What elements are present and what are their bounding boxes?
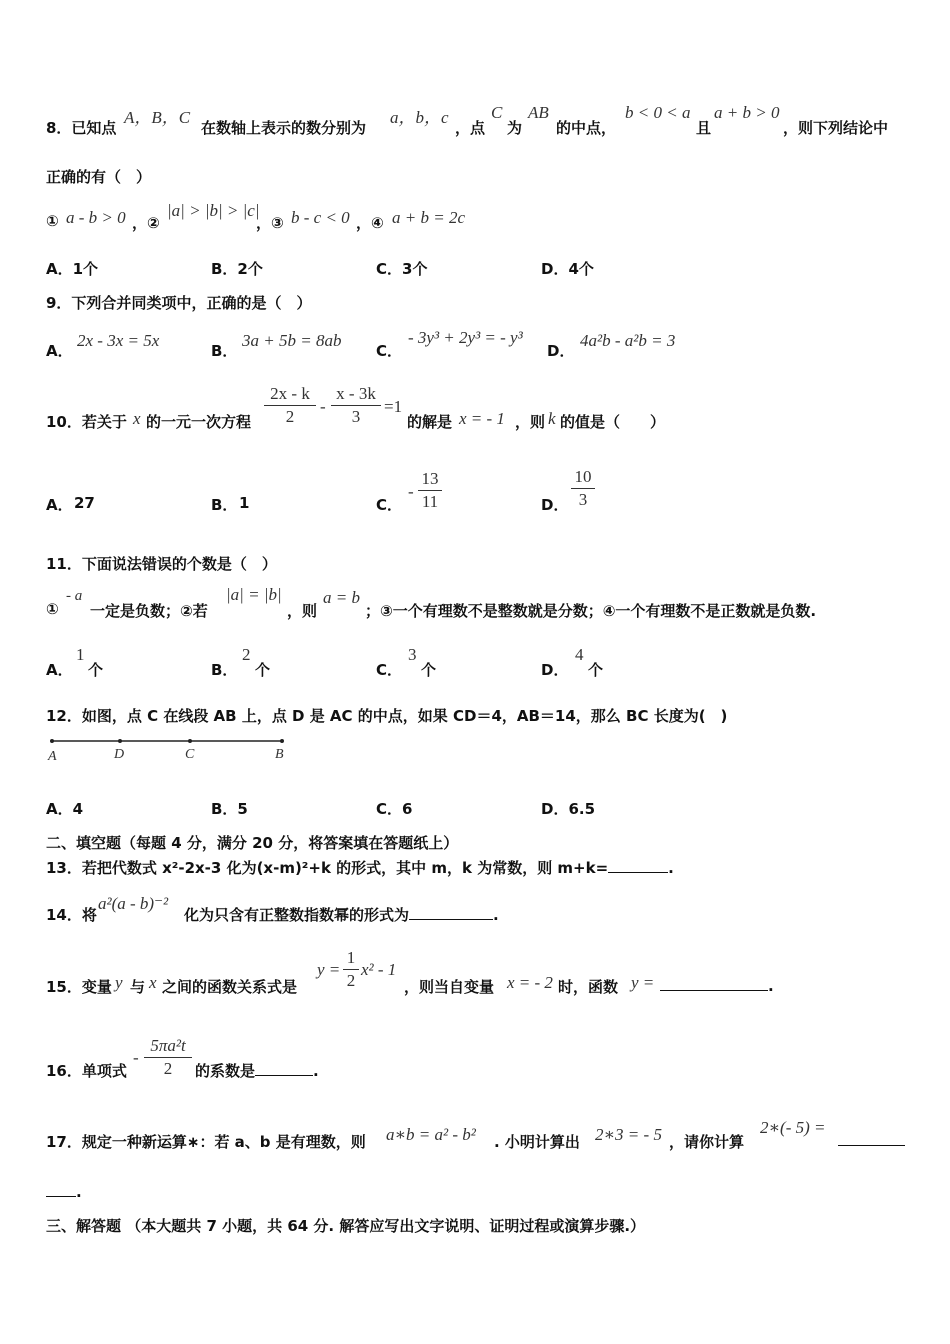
q16-text (195, 1060, 319, 1081)
q15-text3: ，则当自变量 (404, 978, 495, 996)
q11-text3: ；③一个有理数不是整数就是分数；④一个有理数不是正数就是负数. (365, 602, 817, 620)
q10-option-d-fraction[interactable] (571, 467, 595, 510)
q9-option-a-label[interactable]: A． (46, 342, 73, 360)
q12-option-d[interactable]: D．6.5 (541, 800, 596, 818)
q15-text2: 之间的函数关系式是 (162, 978, 298, 996)
q10-text3: ，则 (515, 413, 546, 431)
q12-segment-figure (46, 735, 290, 765)
q10-var-k: k (548, 409, 556, 428)
q10-fraction2-numerator: x - 3k (331, 384, 381, 406)
q12-point-b (280, 739, 284, 743)
q10-option-c-sign[interactable]: - (408, 482, 414, 501)
q15-fraction-denominator: 2 (346, 971, 356, 990)
q12-option-c[interactable]: C．6 (376, 800, 413, 818)
section3-heading: 三、解答题 （本大题共 7 小题，共 64 分. 解答应写出文字说明、证明过程或演算步骤.） (46, 1217, 646, 1235)
q9-option-b[interactable]: 3a + 5b = 8ab (242, 331, 342, 350)
q8-statement1-mark: ① (46, 212, 59, 230)
q10-text1: 的一元一次方程 (146, 413, 252, 431)
q15-var-x: x (149, 973, 157, 992)
q17-example: 2∗3 = - 5 (595, 1125, 662, 1144)
q14-stem: 化为只含有正整数指数幂的形式为 (184, 906, 410, 924)
q8-option-b[interactable]: B．2个 (211, 260, 263, 278)
q8-sep2: ，③ (256, 214, 284, 232)
q16-period: . (313, 1062, 319, 1080)
q8-sep1: ，② (132, 214, 160, 232)
q8-statement1: a - b > 0 (66, 208, 126, 227)
q12-label-b: B (275, 747, 284, 762)
q10-option-c-numerator: 13 (418, 469, 442, 491)
q15-prefix: 15．变量 (46, 978, 112, 996)
q8-stem-line2: 正确的有（ ） (46, 168, 152, 186)
q12-label-c: C (185, 747, 195, 762)
q12-point-d (118, 739, 122, 743)
q10-var-x: x (133, 409, 141, 428)
q11-option-d-unit[interactable]: 个 (588, 661, 604, 679)
q12-figure-background (46, 735, 290, 765)
q10-option-d-numerator: 10 (571, 467, 595, 489)
q11-text1: 一定是负数；②若 (90, 602, 208, 620)
q15-fraction-numerator: 1 (343, 948, 359, 970)
q10-option-c-fraction[interactable] (418, 469, 442, 512)
q17-question: 2∗(- 5) = (760, 1118, 826, 1137)
q10-fraction2 (331, 384, 381, 427)
q15-lhs: y = (317, 960, 341, 979)
q8-text4: 的中点， (556, 119, 617, 137)
q8-statement2: |a| > |b| > |c| (167, 201, 260, 220)
q15-var-y: y (115, 973, 123, 992)
q11-text2: ，则 (287, 602, 318, 620)
q12-label-d: D (114, 747, 125, 762)
q15-fraction (343, 948, 359, 991)
q10-text4: 的值是（ ） (560, 413, 666, 431)
q9-option-c-label[interactable]: C． (376, 342, 403, 360)
q12-label-a: A (48, 749, 57, 764)
q14-expression: a²(a - b)⁻² (98, 894, 169, 913)
q15-answer-blank[interactable] (660, 976, 768, 991)
q15-rhs: x² - 1 (361, 960, 397, 979)
q9-stem: 9．下列合并同类项中，正确的是（ ） (46, 294, 312, 312)
q11-option-a-label[interactable]: A． (46, 661, 73, 679)
q17-answer-line2 (46, 1182, 82, 1201)
q8-statement3: b - c < 0 (291, 208, 350, 227)
q8-text6: ，则下列结论中 (783, 119, 889, 137)
q8-option-c[interactable]: C．3个 (376, 260, 428, 278)
q13-stem: 13．若把代数式 x²-2x-3 化为(x-m)²+k 的形式，其中 m，k 为常数，则 m+k= (46, 859, 609, 877)
q12-option-a[interactable]: A．4 (46, 800, 84, 818)
q11-option-c-label[interactable]: C． (376, 661, 403, 679)
q11-option-b-number[interactable]: 2 (242, 645, 251, 664)
q16-numerator: 5πa²t (144, 1036, 192, 1058)
q15-text4: 时，函数 (558, 978, 619, 996)
q13-text (46, 857, 674, 878)
q17-prefix: 17．规定一种新运算∗：若 a、b 是有理数，则 (46, 1133, 366, 1151)
q8-text2: ，点 (455, 119, 486, 137)
q8-condition2: a + b > 0 (714, 103, 780, 122)
q15-condition: x = - 2 (507, 973, 553, 992)
q10-option-b-label[interactable]: B． (211, 496, 238, 514)
q10-fraction1-numerator: 2x - k (264, 384, 316, 406)
q11-option-c-unit[interactable]: 个 (421, 661, 437, 679)
q9-option-a[interactable]: 2x - 3x = 5x (77, 331, 160, 350)
q15-answer-lhs: y = (631, 973, 655, 992)
q8-text5: 且 (696, 119, 712, 137)
q9-option-b-label[interactable]: B． (211, 342, 238, 360)
q12-option-b[interactable]: B．5 (211, 800, 248, 818)
q11-mark1: ① (46, 600, 59, 618)
q10-option-a[interactable]: 27 (74, 494, 95, 512)
q8-text3: 为 (507, 119, 523, 137)
q11-expr3: a = b (323, 588, 360, 607)
q17-text1: . 小明计算出 (494, 1133, 580, 1151)
q10-option-d-label[interactable]: D． (541, 496, 569, 514)
q8-statement4: a + b = 2c (392, 208, 465, 227)
q8-option-a[interactable]: A．1个 (46, 260, 99, 278)
q8-condition1: b < 0 < a (625, 103, 691, 122)
q17-period: . (76, 1183, 82, 1201)
q17-definition: a∗b = a² - b² (386, 1125, 476, 1144)
q14-prefix: 14．将 (46, 906, 97, 924)
q10-prefix: 10．若关于 (46, 413, 127, 431)
q15-text1: 与 (130, 978, 146, 996)
q12-point-c (188, 739, 192, 743)
q13-period: . (668, 859, 674, 877)
q8-text1: 在数轴上表示的数分别为 (201, 119, 367, 137)
q10-equals-one: =1 (384, 397, 403, 416)
q9-option-c[interactable]: - 3y³ + 2y³ = - y³ (408, 328, 523, 347)
q15-period: . (768, 977, 774, 995)
q10-option-c-label[interactable]: C． (376, 496, 403, 514)
q13-answer-blank[interactable] (608, 858, 668, 873)
q14-answer-blank[interactable] (409, 905, 493, 920)
q16-prefix: 16．单项式 (46, 1062, 127, 1080)
q17-answer-blank-line2[interactable] (46, 1182, 76, 1197)
q16-stem: 的系数是 (195, 1062, 256, 1080)
q9-option-d-label[interactable]: D． (547, 342, 575, 360)
q11-expr2: |a| = |b| (226, 585, 282, 604)
q10-option-b[interactable]: 1 (239, 494, 250, 512)
q16-sign: - (133, 1048, 139, 1067)
q11-option-d-number[interactable]: 4 (575, 645, 584, 664)
q11-option-a-unit[interactable]: 个 (88, 661, 104, 679)
q11-option-a-number[interactable]: 1 (76, 645, 85, 664)
q8-point-c: C (491, 103, 503, 122)
q10-solution: x = - 1 (459, 409, 505, 428)
q11-expr1: - a (66, 588, 83, 604)
q11-option-d-label[interactable]: D． (541, 661, 569, 679)
q10-option-a-label[interactable]: A． (46, 496, 73, 514)
q14-text (184, 904, 499, 925)
q16-answer-blank[interactable] (255, 1061, 313, 1076)
q8-prefix: 8．已知点 (46, 119, 117, 137)
q8-option-d[interactable]: D．4个 (541, 260, 594, 278)
q11-stem: 11．下面说法错误的个数是（ ） (46, 555, 277, 573)
q16-denominator: 2 (163, 1059, 173, 1078)
q12-stem: 12．如图，点 C 在线段 AB 上，点 D 是 AC 的中点，如果 CD＝4，AB＝14，那么 BC 长度为( ) (46, 707, 728, 725)
q10-fraction1 (264, 384, 316, 427)
q8-segment-ab: AB (528, 103, 549, 122)
q11-option-c-number[interactable]: 3 (408, 645, 417, 664)
q16-monomial (144, 1036, 192, 1079)
q10-option-d-denominator: 3 (578, 490, 588, 509)
q15-answer (660, 976, 774, 995)
q11-option-b-unit[interactable]: 个 (255, 661, 271, 679)
q8-values: a，b，c (390, 108, 449, 127)
section2-heading: 二、填空题（每题 4 分，满分 20 分，将答案填在答题纸上） (46, 834, 459, 852)
q12-point-a (50, 739, 54, 743)
q10-fraction2-denominator: 3 (351, 407, 361, 426)
q17-answer-blank-line1[interactable] (838, 1131, 905, 1146)
q11-option-b-label[interactable]: B． (211, 661, 238, 679)
q8-points: A，B，C (124, 108, 191, 127)
q10-text2: 的解是 (407, 413, 453, 431)
q8-sep3: ，④ (356, 214, 384, 232)
q14-period: . (493, 906, 499, 924)
q10-fraction1-denominator: 2 (285, 407, 295, 426)
q9-option-d[interactable]: 4a²b - a²b = 3 (580, 331, 676, 350)
q10-option-c-denominator: 11 (421, 492, 439, 511)
q10-minus: - (320, 397, 326, 416)
q17-text2: ，请你计算 (669, 1133, 745, 1151)
